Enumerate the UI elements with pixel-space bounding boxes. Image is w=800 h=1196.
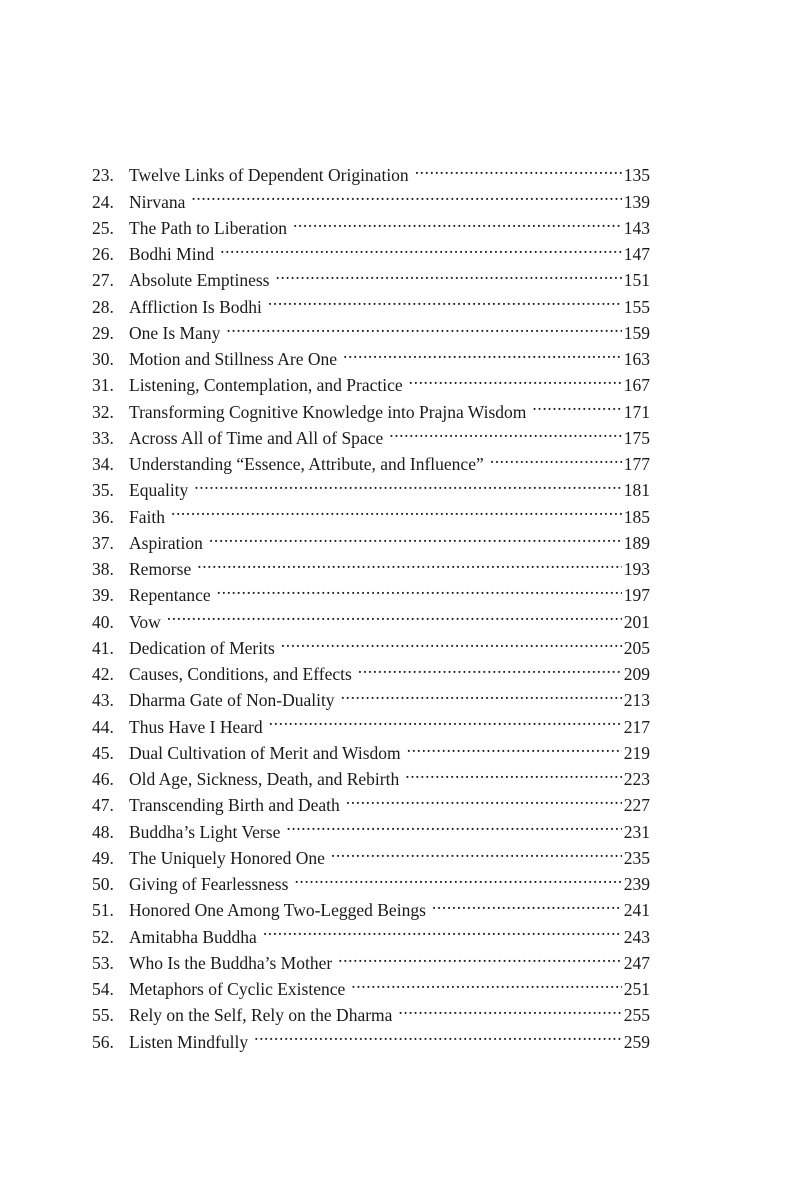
entry-title: Buddha’s Light Verse — [129, 821, 281, 842]
entry-title: Understanding “Essence, Attribute, and Influence” — [129, 454, 484, 474]
dot-leader — [415, 155, 622, 181]
entry-number: 27. — [92, 270, 114, 291]
entry-number: 47. — [92, 795, 114, 816]
entry-number: 31. — [92, 375, 114, 396]
dot-leader — [405, 759, 622, 785]
entry-title: Listen Mindfully — [129, 1031, 249, 1052]
dot-leader — [254, 1021, 622, 1047]
entry-title: Faith — [129, 506, 165, 527]
dot-leader — [293, 208, 622, 234]
entry-title: Who Is the Buddha’s Mother — [129, 952, 333, 973]
entry-number: 28. — [92, 296, 114, 317]
dot-leader — [407, 733, 622, 759]
entry-title: Transforming Cognitive Knowledge into Prajna Wisdom — [129, 401, 527, 422]
dot-leader — [281, 628, 622, 654]
entry-title: Vow — [129, 611, 161, 632]
entry-title: Thus Have I Heard — [129, 716, 263, 737]
entry-title: Motion and Stillness Are One — [129, 349, 338, 369]
dot-leader — [197, 549, 622, 575]
entry-page-number: 209 — [623, 664, 650, 684]
entry-number: 36. — [92, 506, 114, 527]
entry-number: 52. — [92, 926, 114, 947]
entry-page-number: 251 — [623, 979, 650, 999]
dot-leader — [167, 601, 622, 627]
entry-number: 40. — [92, 611, 114, 632]
entry-page-number: 247 — [623, 952, 650, 973]
entry-title: Old Age, Sickness, Death, and Rebirth — [129, 769, 400, 789]
toc-entry — [92, 628, 650, 658]
entry-page-number: 147 — [623, 244, 650, 264]
entry-number: 41. — [92, 637, 114, 658]
entry-title: Affliction Is Bodhi — [129, 296, 262, 317]
toc-entry — [92, 601, 650, 632]
entry-title: One Is Many — [129, 322, 221, 343]
entry-page-number: 205 — [623, 637, 650, 658]
entry-page-number: 159 — [623, 322, 650, 343]
entry-page-number: 217 — [623, 716, 650, 737]
entry-title: Equality — [129, 480, 189, 501]
entry-title: Across All of Time and All of Space — [129, 427, 384, 448]
dot-leader — [398, 995, 621, 1021]
table-of-contents — [92, 155, 650, 1052]
entry-title: Remorse — [129, 559, 192, 579]
entry-number: 38. — [92, 559, 114, 579]
entry-page-number: 255 — [623, 1005, 650, 1026]
entry-page-number: 175 — [623, 427, 650, 448]
dot-leader — [209, 523, 622, 549]
entry-number: 33. — [92, 427, 114, 448]
entry-number: 42. — [92, 664, 114, 684]
entry-page-number: 241 — [623, 900, 650, 921]
entry-title: Causes, Conditions, and Effects — [129, 664, 352, 684]
dot-leader — [490, 444, 622, 470]
entry-page-number: 151 — [623, 270, 650, 291]
entry-number: 48. — [92, 821, 114, 842]
entry-page-number: 139 — [623, 191, 650, 212]
dot-leader — [268, 286, 622, 312]
entry-title: The Uniquely Honored One — [129, 847, 325, 868]
entry-number: 25. — [92, 217, 114, 238]
dot-leader — [532, 391, 621, 417]
entry-page-number: 171 — [623, 401, 650, 422]
dot-leader — [263, 916, 622, 942]
entry-title: Aspiration — [129, 532, 203, 553]
entry-number: 32. — [92, 401, 114, 422]
dot-leader — [226, 313, 621, 339]
entry-title: Honored One Among Two-Legged Beings — [129, 900, 426, 921]
entry-title: Metaphors of Cyclic Existence — [129, 979, 346, 999]
entry-number: 53. — [92, 952, 114, 973]
entry-page-number: 231 — [623, 821, 650, 842]
entry-title: Nirvana — [129, 191, 186, 212]
entry-page-number: 177 — [623, 454, 650, 474]
entry-title: Amitabha Buddha — [129, 926, 257, 947]
entry-page-number: 167 — [623, 375, 650, 396]
toc-entry — [92, 496, 650, 527]
entry-number: 37. — [92, 532, 114, 553]
dot-leader — [275, 260, 621, 286]
entry-page-number: 201 — [623, 611, 650, 632]
entry-number: 51. — [92, 900, 114, 921]
entry-title: Rely on the Self, Rely on the Dharma — [129, 1005, 393, 1026]
entry-page-number: 213 — [623, 690, 650, 711]
dot-leader — [171, 496, 622, 522]
entry-title: Dual Cultivation of Merit and Wisdom — [129, 742, 401, 763]
dot-leader — [341, 680, 622, 706]
entry-title: Absolute Emptiness — [129, 270, 270, 291]
entry-title: Bodhi Mind — [129, 244, 215, 264]
dot-leader — [217, 575, 622, 601]
entry-page-number: 193 — [623, 559, 650, 579]
dot-leader — [269, 706, 622, 732]
entry-page-number: 143 — [623, 217, 650, 238]
entry-page-number: 197 — [623, 585, 650, 606]
entry-number: 29. — [92, 322, 114, 343]
dot-leader — [194, 470, 621, 496]
toc-entry — [92, 155, 650, 186]
dot-leader — [286, 811, 621, 837]
entry-number: 44. — [92, 716, 114, 737]
entry-page-number: 163 — [623, 349, 650, 369]
entry-number: 49. — [92, 847, 114, 868]
dot-leader — [338, 943, 622, 969]
entry-page-number: 135 — [623, 165, 650, 186]
entry-page-number: 239 — [623, 874, 650, 894]
entry-number: 30. — [92, 349, 114, 369]
dot-leader — [220, 234, 622, 260]
entry-number: 43. — [92, 690, 114, 711]
dot-leader — [358, 654, 622, 680]
entry-page-number: 189 — [623, 532, 650, 553]
dot-leader — [294, 864, 621, 890]
entry-page-number: 259 — [623, 1031, 650, 1052]
dot-leader — [351, 969, 621, 995]
dot-leader — [409, 365, 622, 391]
entry-title: Dharma Gate of Non-Duality — [129, 690, 335, 711]
dot-leader — [343, 339, 622, 365]
entry-page-number: 243 — [623, 926, 650, 947]
dot-leader — [331, 838, 622, 864]
entry-title: Dedication of Merits — [129, 637, 275, 658]
entry-title: The Path to Liberation — [129, 217, 287, 238]
entry-number: 35. — [92, 480, 114, 501]
entry-number: 46. — [92, 769, 114, 789]
entry-page-number: 223 — [623, 769, 650, 789]
entry-title: Listening, Contemplation, and Practice — [129, 375, 403, 396]
toc-entry — [92, 523, 650, 553]
entry-number: 56. — [92, 1031, 114, 1052]
entry-page-number: 235 — [623, 847, 650, 868]
entry-title: Transcending Birth and Death — [129, 795, 340, 816]
entry-title: Repentance — [129, 585, 211, 606]
entry-number: 24. — [92, 191, 114, 212]
entry-page-number: 155 — [623, 296, 650, 317]
entry-page-number: 185 — [623, 506, 650, 527]
entry-number: 39. — [92, 585, 114, 606]
dot-leader — [191, 181, 621, 207]
entry-title: Twelve Links of Dependent Origination — [129, 165, 409, 186]
entry-number: 34. — [92, 454, 114, 474]
dot-leader — [346, 785, 622, 811]
entry-number: 55. — [92, 1005, 114, 1026]
entry-page-number: 227 — [623, 795, 650, 816]
entry-page-number: 219 — [623, 742, 650, 763]
entry-number: 26. — [92, 244, 114, 264]
entry-number: 23. — [92, 165, 114, 186]
dot-leader — [389, 418, 622, 444]
entry-page-number: 181 — [623, 480, 650, 501]
entry-number: 50. — [92, 874, 114, 894]
dot-leader — [432, 890, 622, 916]
entry-title: Giving of Fearlessness — [129, 874, 289, 894]
entry-number: 45. — [92, 742, 114, 763]
entry-number: 54. — [92, 979, 114, 999]
